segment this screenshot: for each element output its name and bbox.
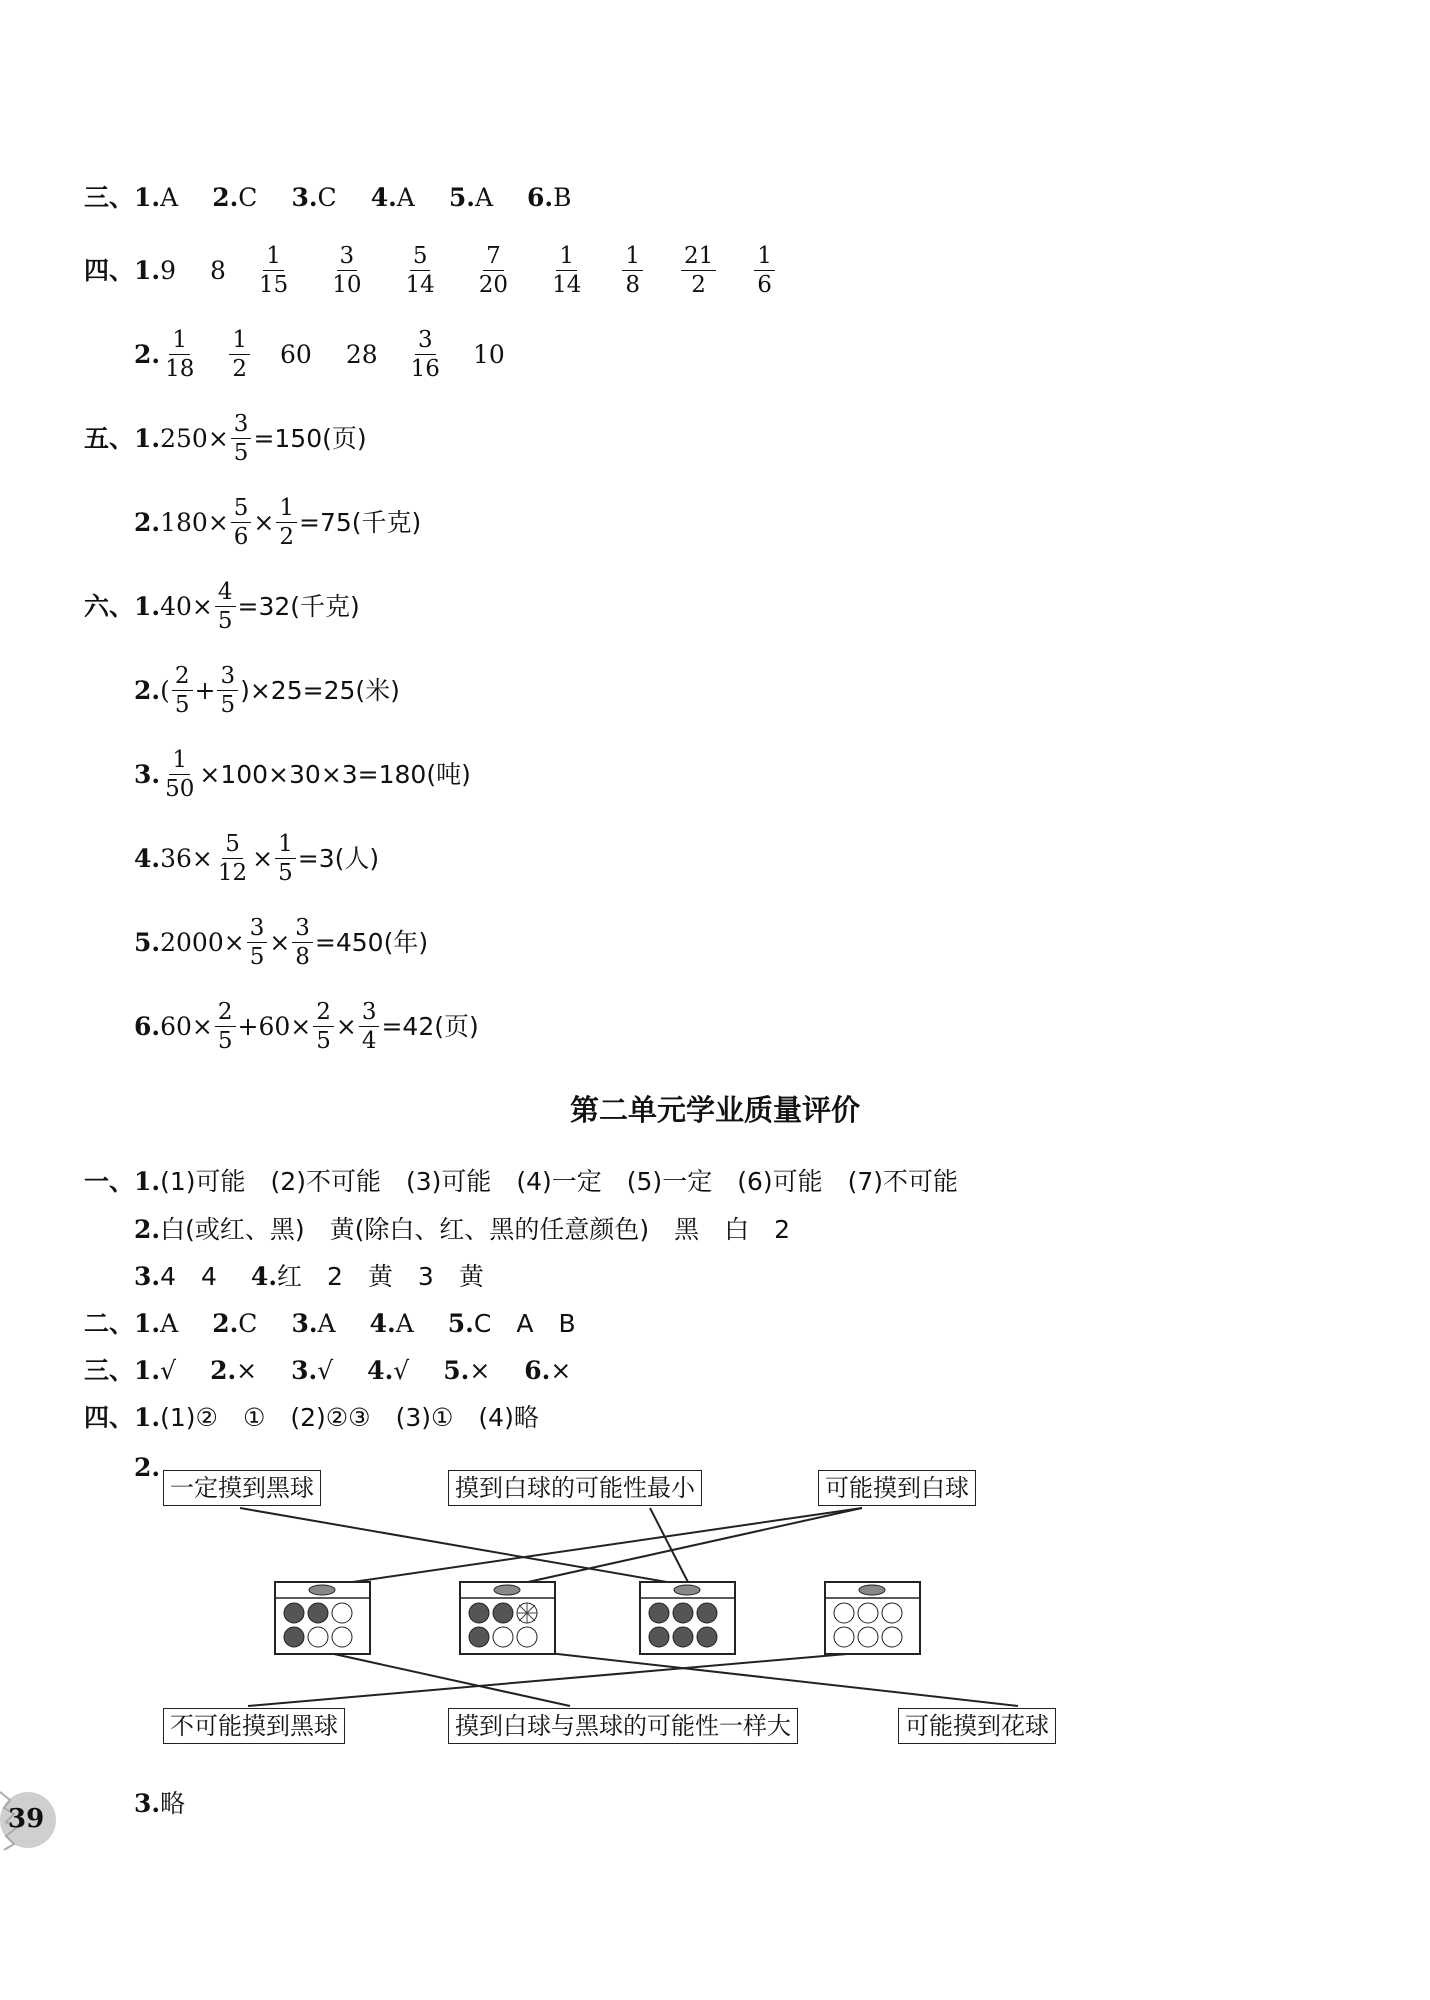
black-ball (308, 1603, 328, 1623)
q-number: 1. (134, 591, 161, 621)
expr: =75(千克) (299, 507, 422, 537)
s3-a5: A (474, 183, 494, 212)
fraction: $\frac{1}{5}$ (275, 830, 296, 887)
white-ball (834, 1627, 854, 1647)
fraction: $\frac{3}{5}$ (217, 662, 238, 719)
expr: + (194, 675, 216, 705)
fraction: $\frac{3}{16}$ (410, 327, 440, 382)
expr: × (252, 843, 274, 873)
white-ball (332, 1627, 352, 1647)
answer-text: (1)② ① (2)②③ (3)① (4)略 (160, 1403, 539, 1432)
s4-label: 四、 (84, 255, 135, 285)
black-ball (469, 1627, 489, 1647)
match-line (325, 1652, 570, 1706)
white-ball (332, 1603, 352, 1623)
black-ball (493, 1603, 513, 1623)
s3-n4: 4. (370, 183, 397, 212)
answer-text: 白(或红、黑) 黄(除白、红、黑的任意颜色) 黑 白 2 (160, 1215, 791, 1244)
q-number: 3. (134, 759, 161, 789)
black-ball (284, 1627, 304, 1647)
q-number: 6. (134, 1011, 161, 1041)
s3-a2: C (238, 183, 258, 212)
white-ball (882, 1603, 902, 1623)
fraction: $\frac{2}{5}$ (313, 998, 334, 1055)
expr: 180× (160, 507, 229, 537)
expr: 250× (160, 423, 229, 453)
s3-n1: 1. (134, 183, 161, 212)
fraction: $\frac{3}{5}$ (247, 914, 268, 971)
match-box-top-1: 一定摸到黑球 (163, 1470, 321, 1506)
expr: ×100×30×3=180(吨) (199, 759, 471, 789)
fraction: $\frac{4}{5}$ (215, 578, 236, 635)
white-ball (858, 1603, 878, 1623)
fraction: $\frac{2}{5}$ (215, 998, 236, 1055)
black-ball (469, 1603, 489, 1623)
fraction: $\frac{3}{8}$ (292, 914, 313, 971)
match-box-bottom-2: 摸到白球与黑球的可能性一样大 (448, 1708, 798, 1744)
expr: × (253, 507, 275, 537)
black-ball (673, 1627, 693, 1647)
s3-a4: A (396, 183, 415, 212)
expr: 60× (160, 1011, 213, 1041)
fraction: $\frac{7}{20}$ (478, 243, 509, 298)
expr: 2000× (160, 927, 245, 957)
expr: 40× (160, 591, 213, 621)
u2-three: 三、 1. √ 2. × 3. √ 4. √ 5. × 6. × (84, 1351, 571, 1391)
fraction: $\frac{1}{15}$ (258, 243, 289, 298)
expr: =150(页) (253, 423, 367, 453)
u2-four-q3 (134, 1784, 185, 1824)
s3-a6: B (553, 183, 572, 212)
fraction: $\frac{3}{4}$ (359, 998, 380, 1055)
expr: 36× (160, 843, 213, 873)
match-box-bottom-3: 可能摸到花球 (898, 1708, 1056, 1744)
fraction: $\frac{5}{6}$ (231, 494, 252, 551)
ball-box-1 (275, 1582, 370, 1654)
q-number: 2. (134, 507, 161, 537)
match-box-top-3: 可能摸到白球 (818, 1470, 976, 1506)
match-box-bottom-1: 不可能摸到黑球 (163, 1708, 345, 1744)
fraction: $\frac{1}{14}$ (552, 243, 582, 298)
page-number-text: 39 (8, 1804, 45, 1834)
expr: )×25=25(米) (240, 675, 400, 705)
s4-q2-n: 2. (134, 339, 161, 369)
white-ball (308, 1627, 328, 1647)
unit2-title: 第二单元学业质量评价 (569, 1093, 860, 1127)
q-number: 5. (134, 927, 161, 957)
s3-a3: C (317, 183, 337, 212)
ball-box-2 (460, 1582, 555, 1654)
fraction: $\frac{1}{50}$ (165, 747, 195, 802)
ball-box-3 (640, 1582, 735, 1654)
page-number (0, 1790, 60, 1850)
q-number: 1. (134, 423, 161, 453)
fraction: $\frac{1}{2}$ (229, 326, 250, 383)
answer-text: 红 2 黄 3 黄 (277, 1262, 484, 1291)
match-line (240, 1508, 690, 1586)
s4-q2-v1: 60 (280, 339, 312, 369)
ball-box-4 (825, 1582, 920, 1654)
white-ball (493, 1627, 513, 1647)
black-ball (697, 1627, 717, 1647)
expr: ( (160, 675, 170, 705)
expr: =32(千克) (237, 591, 360, 621)
black-ball (649, 1627, 669, 1647)
s4-q2-v2: 28 (345, 339, 378, 369)
expr: +60× (237, 1011, 312, 1041)
fraction: $\frac{1}{2}$ (276, 494, 297, 551)
q-number: 3. (134, 1262, 161, 1291)
black-ball (649, 1603, 669, 1623)
fraction: $\frac{3}{10}$ (332, 243, 362, 298)
match-box-top-2: 摸到白球的可能性最小 (448, 1470, 702, 1506)
fraction: $\frac{1}{8}$ (622, 242, 643, 299)
expr: =42(页) (381, 1011, 479, 1041)
expr: × (335, 1011, 357, 1041)
fraction: $\frac{1}{18}$ (165, 327, 195, 382)
s3-label: 三、 (84, 183, 135, 212)
fraction: $\frac{1}{6}$ (754, 242, 775, 299)
q-number: 1. (134, 1403, 161, 1432)
white-ball (858, 1627, 878, 1647)
s4-q1-n: 1. (134, 255, 161, 285)
match-line (325, 1508, 862, 1586)
expr: =450(年) (314, 927, 429, 957)
u2-one-label: 一、 (84, 1167, 135, 1196)
white-ball (517, 1627, 537, 1647)
s3-n2: 2. (212, 183, 239, 212)
fraction: $\frac{21}{2}$ (681, 242, 716, 299)
answer-text: 4 4 (160, 1262, 217, 1291)
q-number: 2. (134, 1453, 161, 1482)
s4-q1-a: 9 (160, 255, 177, 285)
answer-text: 略 (160, 1789, 186, 1818)
white-ball (834, 1603, 854, 1623)
black-ball (697, 1603, 717, 1623)
s3-a1: A (160, 183, 179, 212)
fraction: $\frac{3}{5}$ (231, 410, 252, 467)
expr: =3(人) (297, 843, 380, 873)
fraction: $\frac{2}{5}$ (172, 662, 193, 719)
u2-two-label: 二、 (84, 1309, 135, 1338)
s3-n3: 3. (291, 183, 318, 212)
answer-text: (1)可能 (2)不可能 (3)可能 (4)一定 (5)一定 (6)可能 (7)不可能 (160, 1167, 959, 1196)
s4-q2-v3: 10 (472, 339, 505, 369)
q-number: 1. (134, 1167, 161, 1196)
white-ball (882, 1627, 902, 1647)
u2-two: 二、 1. A 2. C 3. A 4. A 5. C A B (84, 1304, 576, 1344)
q-number: 2. (134, 675, 161, 705)
fraction: $\frac{5}{12}$ (217, 831, 248, 886)
u2-four-label: 四、 (84, 1403, 135, 1432)
q-number: 4. (250, 1262, 278, 1291)
expr: × (269, 927, 291, 957)
s3-n6: 6. (527, 183, 554, 212)
black-ball (284, 1603, 304, 1623)
q-number: 4. (134, 843, 161, 873)
black-ball (673, 1603, 693, 1623)
s5-label: 五、 (84, 423, 135, 453)
fraction: $\frac{5}{14}$ (405, 243, 435, 298)
q-number: 2. (134, 1215, 161, 1244)
s6-label: 六、 (84, 591, 135, 621)
s4-q1-b: 8 (210, 255, 226, 285)
s3-n5: 5. (448, 183, 475, 212)
match-line (510, 1508, 862, 1586)
q-number: 3. (134, 1789, 161, 1818)
u2-three-label: 三、 (84, 1356, 135, 1385)
